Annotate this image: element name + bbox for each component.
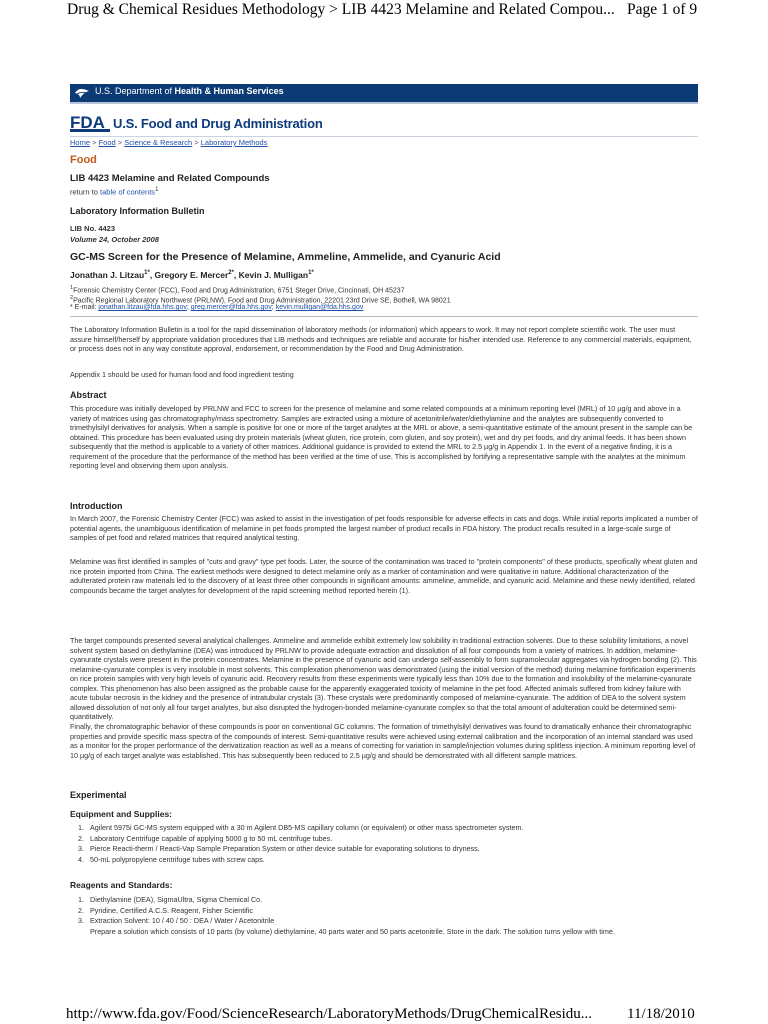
- reagents-list: [70, 895, 714, 936]
- list-item: 3. Extraction Solvent: 10 / 40 / 50 : DEA / Water / Acetonitrile Prepare a solution which consists of 10 parts (by volume) diethylamine, 40 parts water and 50 parts acetonitrile. Store in the dark. The solution turns yellow with time.: [86, 916, 714, 936]
- hhs-banner-text: U.S. Department of Health & Human Services: [95, 86, 284, 96]
- method-title: GC-MS Screen for the Presence of Melamine, Ammeline, Ammelide, and Cyanuric Acid: [70, 251, 501, 263]
- hhs-eagle-icon: [74, 85, 90, 101]
- breadcrumb: [70, 138, 267, 147]
- email-line: * E-mail: jonathan.litzau@fda.hhs.gov; greg.mercer@fda.hhs.gov; kevin.mulligan@fda.hhs.gov: [70, 304, 364, 311]
- reagent-note: Prepare a solution which consists of 10 parts (by volume) diethylamine, 40 parts water and 50 parts acetonitrile. Store in the dark. The solution turns yellow with time.: [90, 926, 615, 936]
- breadcrumb-food[interactable]: Food: [98, 138, 116, 147]
- print-footer: [0, 1006, 768, 1024]
- lib-volume: Volume 24, October 2008: [70, 235, 159, 244]
- lib-heading: Laboratory Information Bulletin: [70, 206, 205, 216]
- introduction-paragraph-1: In March 2007, the Forensic Chemistry Center (FCC) was asked to assist in the investigation of pet foods responsible for adverse effects in cats and dogs. While initial reports implicated a number of potential agents, the unambiguous identification of melamine in pet foods prompted the largest number of product recalls in FDA history. The product recalls resulted in a large-scale surge of samples of pet food and related matrices that required analytical testing.: [70, 514, 698, 542]
- list-item: 1. Diethylamine (DEA), SigmaUltra, Sigma Chemical Co.: [86, 895, 714, 906]
- return-line: return to table of contents$^1$: [70, 187, 159, 197]
- abstract-heading: Abstract: [70, 390, 107, 400]
- email-link[interactable]: jonathan.litzau@fda.hhs.gov: [98, 304, 187, 311]
- list-item: 1. Agilent 5975i GC-MS system equipped with a 30 m Agilent DB5-MS capillary column (or equivalent) or other mass spectrometer system.: [86, 823, 714, 834]
- email-link[interactable]: kevin.mulligan@fda.hhs.gov: [275, 304, 364, 311]
- lib-number: LIB No. 4423: [70, 224, 116, 233]
- experimental-heading: Experimental: [70, 790, 127, 800]
- hhs-banner[interactable]: [70, 84, 698, 104]
- divider: [70, 316, 698, 317]
- print-header-title: Drug & Chemical Residues Methodology > LIB 4423 Melamine and Related Compou...: [67, 1, 615, 18]
- affiliation-2: $^2$Pacific Regional Laboratory Northwest (PRLNW), Food and Drug Administration, 22201 23rd Drive SE, Bothell, WA 98021: [70, 295, 451, 305]
- equipment-list: [70, 823, 714, 865]
- table-of-contents-link[interactable]: table of contents: [100, 187, 156, 197]
- introduction-heading: Introduction: [70, 501, 123, 511]
- print-header-page: Page 1 of 9: [627, 1, 698, 18]
- fda-logo-letters: FDA: [70, 113, 105, 132]
- equipment-heading: Equipment and Supplies:: [70, 809, 173, 819]
- list-item: 2. Laboratory Centrifuge capable of applying 5000 g to 50 mL centrifuge tubes.: [86, 834, 714, 845]
- breadcrumb-sep: >: [90, 138, 99, 147]
- divider: [70, 136, 698, 137]
- authors: Jonathan J. Litzau$^{1*}$, Gregory E. Mercer$^{2*}$, Kevin J. Mulligan$^{1*}$: [70, 270, 314, 280]
- fda-logo-mark: [70, 112, 110, 134]
- appendix-note: Appendix 1 should be used for human food and food ingredient testing: [70, 370, 294, 379]
- breadcrumb-science-research[interactable]: Science & Research: [124, 138, 193, 147]
- print-footer-date: 11/18/2010: [627, 1006, 695, 1022]
- list-item: 4. 50-mL polypropylene centrifuge tubes with screw caps.: [86, 855, 714, 866]
- abstract-paragraph: This procedure was initially developed by PRLNW and FCC to screen for the presence of melamine and some related compounds at a minimum reporting level (MRL) of 10 µg/g and above in a variety of matrices using gas chromatography/mass spectrometry. Samples are extracted using a mixture of acetonitrile/water/diethylamine and the analytes are subsequently converted to trimethylsilyl derivatives for analysis. When a sample is positive for one or more of the target analytes at the MRL or above, a semi-quantitative estimate of the amount present in the sample can be obtained. This procedure has been evaluated using dry protein materials (wheat gluten, rice protein, corn gluten, and soy protein), wet and dry pet foods, and dry animal feeds. It has been shown subsequently that the method is applicable to a variety of other matrices. Additional guidance is provided to extend the MRL to 2.5 µg/g in Appendix 1. In the event of a negative finding, it is a requirement of the procedure that the performance of the method has been verified at the time of use. This is accomplished by fortifying a representative sample with the analytes at the minimum reporting level and observing them upon analysis.: [70, 404, 693, 470]
- email-link[interactable]: greg.mercer@fda.hhs.gov: [190, 304, 272, 311]
- introduction-paragraph-2: Melamine was first identified in samples of "cuts and gravy" type pet foods. Later, the source of the contamination was traced to "protein components" of these products, specifically wheat gluten and rice protein imported from China. The earliest methods were designed to detect melamine only as a marker of contamination and were qualitative in nature. Additional characterization of the adulterated protein raw materials led to the discovery of at least three other compounds in significant amounts: ammeline, ammelide, and cyanuric acid. Melamine and these newly identified, related compounds became the target analytes for development of the rapid screening method reported herein (1).: [70, 557, 698, 595]
- breadcrumb-sep: >: [192, 138, 201, 147]
- introduction-paragraph-3: The target compounds presented several analytical challenges. Ammeline and ammelide exhibit extremely low solubility in traditional extraction solvents. Due to these solubility limitations, a novel solvent system based on diethylamine (DEA) was introduced by PRLNW to provide adequate extraction and dissolution of all four compounds from a variety of matrices. In addition, melamine-cyanurate crystals were present in the protein concentrates. Melamine in the presence of cyanuric acid can undergo self-assembly to form supramolecular aggregates via hydrogen bonding (2). This melamine-cyanurate complex is very insoluble in most solvents. This complexation phenomenon was demonstrated (using the initial version of the method) during melamine fortification experiments on rice protein samples with very high levels of cyanuric acid. Recovery results from these experiments were typically less than 10% due to the formation and insolubility of the melamine-cyanurate complex. This phenomenon has also been assigned as the probable cause for the apparently exaggerated toxicity of melamine in the pet food. Affected animals suffered from kidney failure with acute tubular necrosis in the kidney and the presence of intratubular crystals (3). These crystals were predominantly composed of melamine-cyanurate. The addition of DEA to the solvent system allowed dissolution of not only all four target analytes, but also disrupted the hydrogen-bonded melamine-cyanurate complex so that the total amount of adulteration could be determined semi-quantitatively.: [70, 636, 697, 721]
- print-header: [0, 0, 768, 22]
- page-title: LIB 4423 Melamine and Related Compounds: [70, 173, 270, 184]
- section-label: Food: [70, 154, 97, 166]
- breadcrumb-sep: >: [115, 138, 125, 147]
- fda-name: U.S. Food and Drug Administration: [113, 116, 323, 131]
- breadcrumb-home[interactable]: Home: [70, 138, 91, 147]
- list-item: 3. Pierce Reacti-therm / Reacti-Vap Sample Preparation System or other device suitable for evaporating solutions to dryness.: [86, 844, 714, 855]
- introduction-paragraph-4: Finally, the chromatographic behavior of these compounds is poor on conventional GC columns. The formation of trimethylsilyl derivatives was found to dramatically enhance their chromatographic properties and provide specific mass spectra of the compounds of interest. Semi-quantitative results were achieved using external calibration and the incorporation of an internal standard was used as a monitor for the proper performance of the derivatization reaction as well as a means of correcting for variation in sample/injection volumes during splitless injection. A minimum reporting level of 10 µg/g of each target analyte was established. This has subsequently been reduced to 2.5 µg/g and should be demonstrated with all different sample matrices.: [70, 722, 696, 760]
- affiliation-1: $^1$Forensic Chemistry Center (FCC), Food and Drug Administration, 6751 Steger Drive, Cincinnati, OH 45237: [70, 285, 405, 295]
- disclaimer-paragraph: The Laboratory Information Bulletin is a tool for the rapid dissemination of laboratory methods (or information) which appears to work. It may not report complete scientific work. The user must assure himself/herself by appropriate validation procedures that LIB methods and techniques are reliable and accurate for his/her intended use. Reference to any commercial materials, equipment, or process does not in any way constitute approval, endorsement, or recommendation by the Food and Drug Administration.: [70, 325, 692, 353]
- list-item: 2. Pyridine, Certified A.C.S. Reagent, Fisher Scientific: [86, 906, 714, 917]
- reagents-heading: Reagents and Standards:: [70, 880, 173, 890]
- print-footer-url: http://www.fda.gov/Food/ScienceResearch/LaboratoryMethods/DrugChemicalResidu...: [66, 1006, 592, 1022]
- breadcrumb-laboratory-methods[interactable]: Laboratory Methods: [200, 138, 268, 147]
